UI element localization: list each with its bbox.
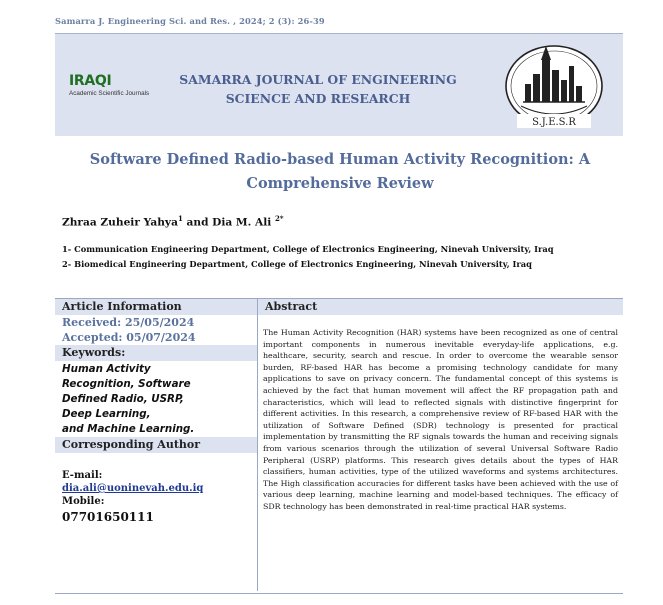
affiliation-2: 2- Biomedical Engineering Department, College of Electronics Engineering, Ninevah University, Iraq <box>62 259 532 269</box>
journal-title-line1: SAMARRA JOURNAL OF ENGINEERING <box>179 72 457 87</box>
keyword-line: Human Activity <box>62 363 151 375</box>
iraqi-logo-subtitle: Academic Scientific Journals <box>69 90 150 97</box>
author-2-affiliation-mark: 2* <box>275 214 284 223</box>
bottom-rule <box>55 593 623 594</box>
accepted-date: Accepted: 05/07/2024 <box>62 331 196 344</box>
keyword-line: Deep Learning, <box>62 408 151 420</box>
author-1-affiliation-mark: 1 <box>177 214 183 223</box>
authors-line <box>62 214 284 229</box>
affiliation-1: 1- Communication Engineering Department, College of Electronics Engineering, Ninevah University, Iraq <box>62 244 554 254</box>
keyword-line: and Machine Learning. <box>62 423 195 435</box>
iraqi-logo-word: IRAQI <box>69 73 112 89</box>
journal-title-line2: SCIENCE AND RESEARCH <box>225 91 411 106</box>
seal-text: S.J.E.S.R <box>532 117 576 128</box>
journal-title <box>168 70 468 108</box>
spacer <box>55 453 257 469</box>
keywords-list <box>55 361 257 437</box>
email-label: E-mail: <box>62 470 103 481</box>
mobile-number: 07701650111 <box>62 510 154 524</box>
abstract-column <box>258 298 623 591</box>
mobile-label: Mobile: <box>62 496 105 507</box>
author-1: Zhraa Zuheir Yahya <box>62 216 178 229</box>
received-date: Received: 25/05/2024 <box>62 316 195 329</box>
author-2: Dia M. Ali <box>212 216 275 229</box>
journal-citation: Samarra J. Engineering Sci. and Res. , 2024; 2 (3): 26-39 <box>55 16 325 26</box>
corresponding-author-heading: Corresponding Author <box>55 437 257 453</box>
keywords-heading: Keywords: <box>55 345 257 361</box>
article-info-column <box>55 298 257 591</box>
article-info-heading: Article Information <box>55 298 257 315</box>
keyword-line: Recognition, Software <box>62 378 191 390</box>
keyword-line: Defined Radio, USRP, <box>62 393 184 405</box>
email-link[interactable]: dia.ali@uoninevah.edu.iq <box>62 483 204 494</box>
paper-title: Software Defined Radio-based Human Activity Recognition: A Comprehensive Review <box>89 151 591 192</box>
journal-header <box>55 33 623 136</box>
sjesr-seal-logo <box>499 36 609 134</box>
abstract-heading: Abstract <box>258 298 623 315</box>
abstract-text: The Human Activity Recognition (HAR) systems have been recognized as one of central important components in numerous inevitable everyday-life applications, e.g. healthcare, security, search and rescue. In order to overcome the wearable sensor burden, RF-based HAR has become a promising technology candidate for many applications to save on privacy concern. The fundamental concept of this systems is achieved by the fact that human movement will affect the RF propagation path and characteristics, which will lead to reflected signals with distinctive fingerprint for different activities. In this research, a comprehensive review of RF-based HAR with the utilization of Software Defined (SDR) technology is presented for practical implementation by transmitting the RF signals towards the human and receiving signals from various scenarios through the utilization of several Universal Software Radio Peripheral (USRP) platforms. This research gives details about the types of HAR classifiers, human activities, type of the utilized waveforms and systems architectures. The High classification accuracies for different tasks have been achieved with the use of various deep learning, machine learning and model-based techniques. The efficacy of SDR technology has been demonstrated in real-time practical HAR systems. <box>263 328 618 511</box>
iraqi-journals-logo <box>69 73 150 101</box>
author-separator: and <box>182 216 213 229</box>
